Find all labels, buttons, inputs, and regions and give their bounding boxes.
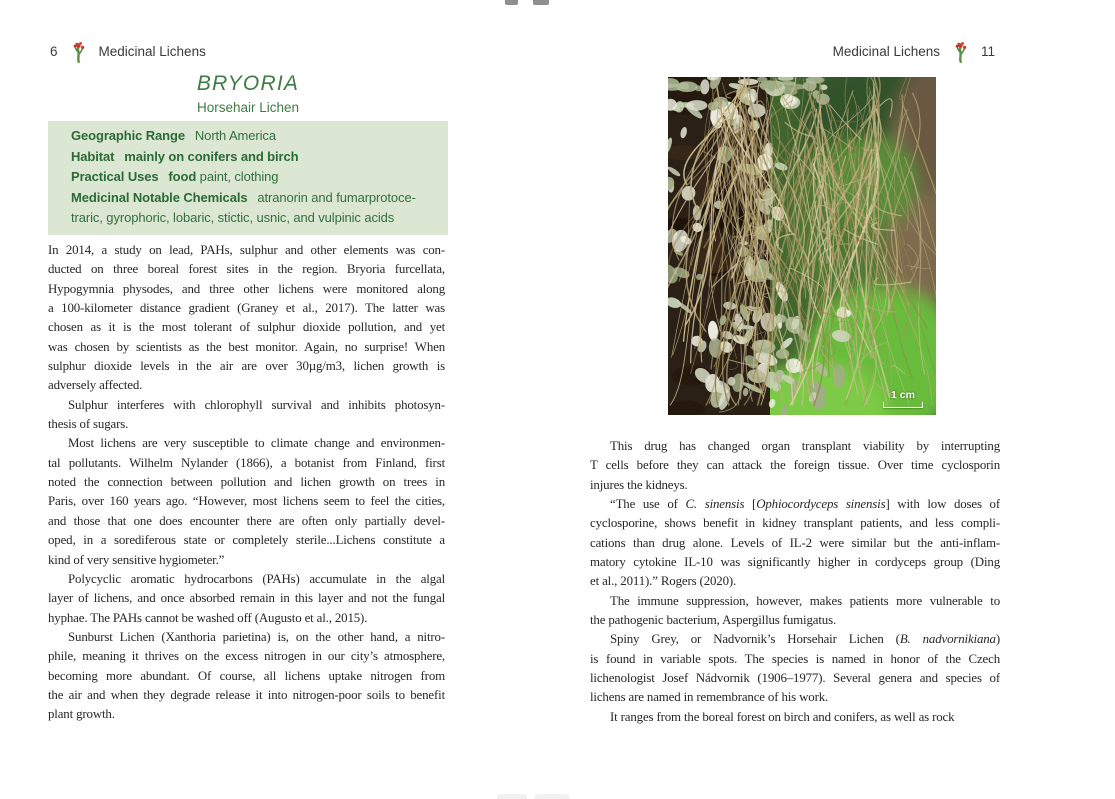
text-line: and those that one does encounter there are often only partially devel- (48, 513, 445, 528)
text-line: lichens are named in remembrance of his work. (590, 690, 829, 705)
scale-bar (883, 389, 923, 408)
text-line: Paris, over 160 years ago. “However, most lichens seem to feel the cities, (48, 494, 445, 509)
text-line: cations than drug alone. Levels of IL-2 were similar but the anti-inflam- (590, 535, 1000, 550)
text-line: lichenologist Josef Nádvornik (1906–1977). Several genera and species of (590, 671, 1000, 686)
lichen-photo-art (668, 77, 936, 415)
text-line: phile, meaning it thrives on the excess nitrogen in our city’s atmosphere, (48, 649, 445, 664)
infobox-line: Geographic Range North America (71, 128, 276, 143)
lichen-icon (71, 40, 86, 63)
text-line: oped, in a sorediferous state or completely sterile...Lichens constitute a (48, 533, 445, 548)
text-line: T cells before they can attack the foreign tissue. Over time cyclosporin (590, 458, 1000, 473)
text-line: hyphae. The PAHs cannot be washed off (Augusto et al., 2015). (48, 610, 368, 625)
text-line: layer of lichens, and once absorbed remain in this layer and not the fungal (48, 591, 445, 606)
lichen-photo (668, 77, 936, 415)
text-line: chosen as it is the most tolerant of sulphur dioxide pollution, and yet (48, 320, 445, 335)
text-line: Polycyclic aromatic hydrocarbons (PAHs) accumulate in the algal (68, 571, 445, 586)
text-line: sulphur dioxide levels in the air are over 30µg/m3, lichen growth is (48, 359, 445, 374)
text-line: thesis of sugars. (48, 417, 129, 432)
text-line: the air and when they degrade release it into nitrogen-poor soils to benefit (48, 687, 445, 702)
text-line: noted the connection between pollution and lichen growth on trees in (48, 475, 445, 490)
text-line: tal pollutants. Wilhelm Nylander (1866), a botanist from Finland, first (48, 455, 445, 470)
right-body-text (590, 437, 1000, 727)
cropped-ui-fragment (505, 0, 518, 5)
text-line: Hypogymnia physodes, and three other lichens were monitored along (48, 281, 445, 296)
text-line: cyclosporine, shows benefit in kidney transplant patients, and less compli- (590, 516, 1000, 531)
text-line: Most lichens are very susceptible to climate change and environmen- (68, 436, 445, 451)
text-line: plant growth. (48, 707, 115, 722)
cropped-ui-fragment (497, 794, 527, 799)
text-line: It ranges from the boreal forest on birch and conifers, as well as rock (610, 709, 955, 724)
chapter-title: BRYORIA (196, 72, 300, 95)
left-running-header (50, 40, 206, 62)
text-line: et al., 2011).” Rogers (2020). (590, 574, 737, 589)
cropped-ui-fragment (535, 794, 569, 799)
infobox-line: Medicinal Notable Chemicals atranorin and fumarprotoce- (71, 189, 416, 205)
text-line: ducted on three boreal forest sites in the region. Bryoria furcellata, (48, 262, 445, 277)
cropped-ui-fragment (533, 0, 549, 5)
text-line: Sunburst Lichen (Xanthoria parietina) is, on the other hand, a nitro- (68, 629, 445, 644)
text-line: is found in variable spots. The species is named in honor of the Czech (590, 651, 1000, 666)
text-line: In 2014, a study on lead, PAHs, sulphur and other elements was con- (48, 243, 445, 257)
scale-label: 1 cm (891, 389, 915, 401)
text-line: Sulphur interferes with chlorophyll survival and inhibits photosyn- (68, 397, 445, 412)
left-running-title: Medicinal Lichens (98, 43, 206, 59)
infobox-line: traric, gyrophoric, lobaric, stictic, usnic, and vulpinic acids (71, 210, 395, 226)
text-line: Spiny Grey, or Nadvornik’s Horsehair Lichen (B. nadvornikiana) (610, 632, 1000, 647)
text-line: injures the kidneys. (590, 477, 688, 492)
text-line: the pathogenic bacterium, Aspergillus fumigatus. (590, 613, 837, 628)
right-page-number: 11 (980, 43, 995, 59)
text-line: becoming more abundant. Of course, all lichens uptake nitrogen from (48, 668, 445, 683)
right-running-header (833, 40, 995, 62)
text-line: kind of very sensitive hygiometer.” (48, 552, 225, 567)
scale-bracket (883, 402, 923, 408)
species-infobox (48, 121, 448, 235)
infobox-line: Habitat mainly on conifers and birch (71, 148, 299, 164)
left-body-text (48, 241, 445, 725)
text-line: adversely affected. (48, 378, 143, 393)
right-running-title: Medicinal Lichens (832, 43, 940, 59)
text-line: The immune suppression, however, makes patients more vulnerable to (610, 593, 1000, 608)
text-line: a 100-kilometer distance gradient (Graney et al., 2017). The latter was (48, 301, 445, 316)
left-page-number: 6 (50, 43, 58, 59)
text-line: was chosen by scientists as the best monitor. Again, no surprise! When (48, 339, 445, 354)
chapter-subtitle: Horsehair Lichen (196, 100, 300, 115)
lichen-icon (953, 40, 968, 63)
text-line: matory cytokine IL-10 was significantly higher in cordyceps group (Ding (590, 555, 1000, 570)
text-line: This drug has changed organ transplant viability by interrupting (610, 439, 1000, 453)
infobox-line: Practical Uses food paint, clothing (71, 169, 279, 185)
text-line: “The use of C. sinensis [Ophiocordyceps sinensis] with low doses of (610, 497, 1000, 512)
